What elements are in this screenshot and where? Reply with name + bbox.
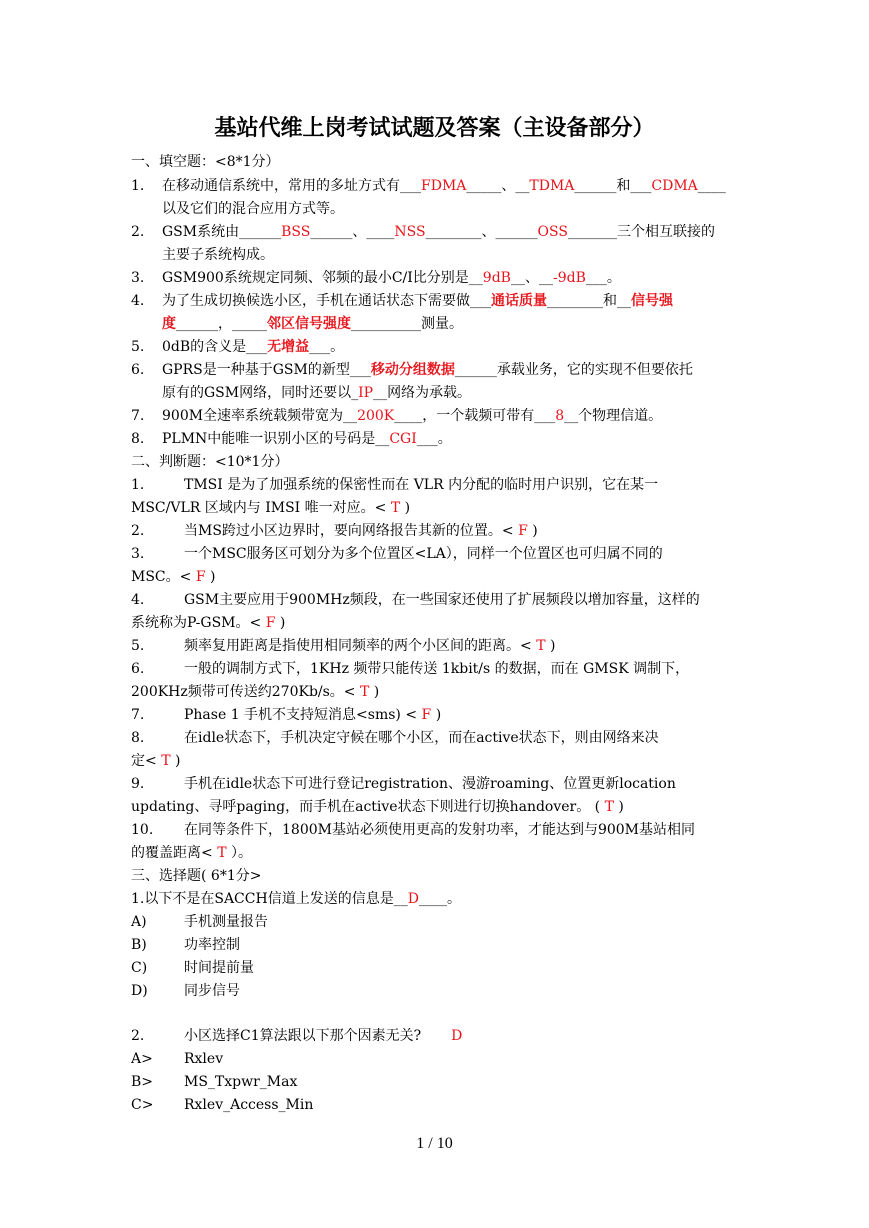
fill-question-1-cont: 以及它们的混合应用方式等。 (162, 201, 344, 217)
answer: 无增益 (267, 339, 310, 355)
answer: 移动分组数据 (370, 362, 455, 378)
answer: OSS (537, 224, 568, 240)
answer: CGI (389, 431, 417, 447)
answer: 9dB (482, 270, 511, 286)
fill-question-4: 为了生成切换候选小区，手机在通话状态下需要做___通话质量________和__信号强 (162, 293, 673, 309)
answer: T (390, 500, 401, 516)
judge-question-9-cont: updating、寻呼paging，而手机在active状态下则进行切换handover。 ( T ) (131, 799, 624, 815)
option-key: C) (131, 960, 148, 976)
question-number: 5. (131, 339, 145, 355)
judge-question-7: Phase 1 手机不支持短消息<sms) < F ) (184, 707, 442, 723)
fill-question-7: 900M全速率系统载频带宽为__200K____，一个载频可带有___8__个物理信道。 (162, 408, 663, 424)
judge-question-10: 在同等条件下，1800M基站必须使用更高的发射功率，才能达到与900M基站相同 (184, 822, 696, 838)
option-text: 功率控制 (184, 937, 240, 953)
option-text: 手机测量报告 (184, 914, 268, 930)
answer: 通话质量 (491, 293, 547, 309)
question-number: 2. (131, 1028, 145, 1044)
fill-question-8: PLMN中能唯一识别小区的号码是__CGI___。 (162, 431, 452, 447)
answer: T (604, 799, 614, 815)
answer: -9dB (552, 270, 586, 286)
fill-question-6-cont: 原有的GSM网络，同时还要以_IP__网络为承载。 (162, 385, 472, 401)
judge-question-10-cont: 的覆盖距离< T ）。 (131, 845, 252, 861)
judge-question-4: GSM主要应用于900MHz频段，在一些国家还使用了扩展频段以增加容量，这样的 (184, 592, 700, 608)
answer: D (407, 891, 419, 907)
option-text: MS_Txpwr_Max (184, 1074, 298, 1090)
judge-question-3-cont: MSC。< F ) (131, 569, 216, 585)
question-number: 7. (131, 408, 145, 424)
answer: TDMA (529, 178, 575, 194)
question-number: 6. (131, 362, 145, 378)
fill-question-5: 0dB的含义是___无增益___。 (162, 339, 345, 355)
option-text: Rxlev (184, 1051, 224, 1067)
question-number: 4. (131, 592, 145, 608)
judge-question-3: 一个MSC服务区可划分为多个位置区<LA），同样一个位置区也可归属不同的 (184, 546, 663, 562)
answer: D (451, 1028, 463, 1044)
fill-question-1: 在移动通信系统中，常用的多址方式有___FDMA_____、__TDMA______和___CDMA____ (162, 178, 726, 194)
answer: FDMA (421, 178, 467, 194)
option-key: B> (131, 1074, 154, 1090)
answer: F (421, 707, 432, 723)
answer: CDMA (651, 178, 698, 194)
judge-question-5: 频率复用距离是指使用相同频率的两个小区间的距离。< T ) (184, 638, 556, 654)
question-number: 5. (131, 638, 145, 654)
fill-question-2: GSM系统由______BSS______、____NSS________、______OSS_______三个相互联接的 (162, 224, 715, 240)
judge-question-6: 一般的调制方式下，1KHz 频带只能传送 1kbit/s 的数据，而在 GMSK 调制下， (184, 661, 690, 677)
question-number: 2. (131, 523, 145, 539)
question-number: 8. (131, 431, 145, 447)
question-number: 6. (131, 661, 145, 677)
question-number: 9. (131, 776, 145, 792)
question-number: 8. (131, 730, 145, 746)
judge-question-4-cont: 系统称为P-GSM。< F ) (131, 615, 286, 631)
question-number: 3. (131, 270, 145, 286)
option-key: C> (131, 1097, 154, 1113)
judge-question-1-cont: MSC/VLR 区域内与 IMSI 唯一对应。< T ) (131, 500, 411, 516)
section-heading-fill: 一、填空题：<8*1分） (131, 154, 280, 170)
answer: 度 (162, 316, 176, 332)
answer: T (217, 845, 227, 861)
option-key: A> (131, 1051, 153, 1067)
fill-question-4-cont: 度______，_____邻区信号强度__________测量。 (162, 316, 463, 332)
section-heading-judge: 二、判断题：<10*1分） (131, 454, 289, 470)
judge-question-8: 在idle状态下，手机决定守候在哪个小区，而在active状态下，则由网络来决 (184, 730, 659, 746)
judge-question-9: 手机在idle状态下可进行登记registration、漫游roaming、位置更新location (184, 776, 676, 792)
answer: NSS (394, 224, 426, 240)
option-text: 时间提前量 (184, 960, 254, 976)
question-number: 1. (131, 477, 145, 493)
fill-question-3: GSM900系统规定同频、邻频的最小C/I比分别是__9dB__、__-9dB___。 (162, 270, 621, 286)
judge-question-6-cont: 200KHz频带可传送约270Kb/s。< T ) (131, 684, 380, 700)
judge-question-2: 当MS跨过小区边界时，要向网络报告其新的位置。< F ) (184, 523, 538, 539)
answer: 信号强 (631, 293, 673, 309)
option-key: A) (131, 914, 147, 930)
question-number: 4. (131, 293, 145, 309)
answer: 邻区信号强度 (267, 316, 351, 332)
option-key: B) (131, 937, 147, 953)
page-number: 1 / 10 (416, 1135, 453, 1152)
choice-question-2: 小区选择C1算法跟以下那个因素无关? D (184, 1028, 463, 1044)
question-number: 3. (131, 546, 145, 562)
answer: BSS (281, 224, 311, 240)
answer: F (518, 523, 528, 539)
choice-question-1: 1.以下不是在SACCH信道上发送的信息是__D____。 (131, 891, 461, 907)
answer: T (161, 753, 171, 769)
judge-question-1: TMSI 是为了加强系统的保密性而在 VLR 内分配的临时用户识别，它在某一 (184, 477, 659, 493)
answer: 200K (357, 408, 395, 424)
document-title: 基站代维上岗考试试题及答案（主设备部分） (214, 115, 655, 141)
answer: F (195, 569, 206, 585)
judge-question-8-cont: 定< T ) (131, 753, 181, 769)
answer: F (265, 615, 276, 631)
section-heading-choice: 三、选择题( 6*1分> (131, 868, 262, 884)
answer: T (360, 684, 370, 700)
answer: 8 (555, 408, 565, 424)
answer: T (536, 638, 546, 654)
question-number: 1. (131, 178, 145, 194)
option-key: D) (131, 983, 148, 999)
option-text: 同步信号 (184, 983, 240, 999)
question-number: 10. (131, 822, 154, 838)
fill-question-6: GPRS是一种基于GSM的新型___移动分组数据______承载业务，它的实现不但要依托 (162, 362, 693, 378)
question-number: 7. (131, 707, 145, 723)
question-number: 2. (131, 224, 145, 240)
fill-question-2-cont: 主要子系统构成。 (162, 247, 274, 263)
answer: IP (358, 385, 374, 401)
option-text: Rxlev_Access_Min (184, 1097, 314, 1113)
